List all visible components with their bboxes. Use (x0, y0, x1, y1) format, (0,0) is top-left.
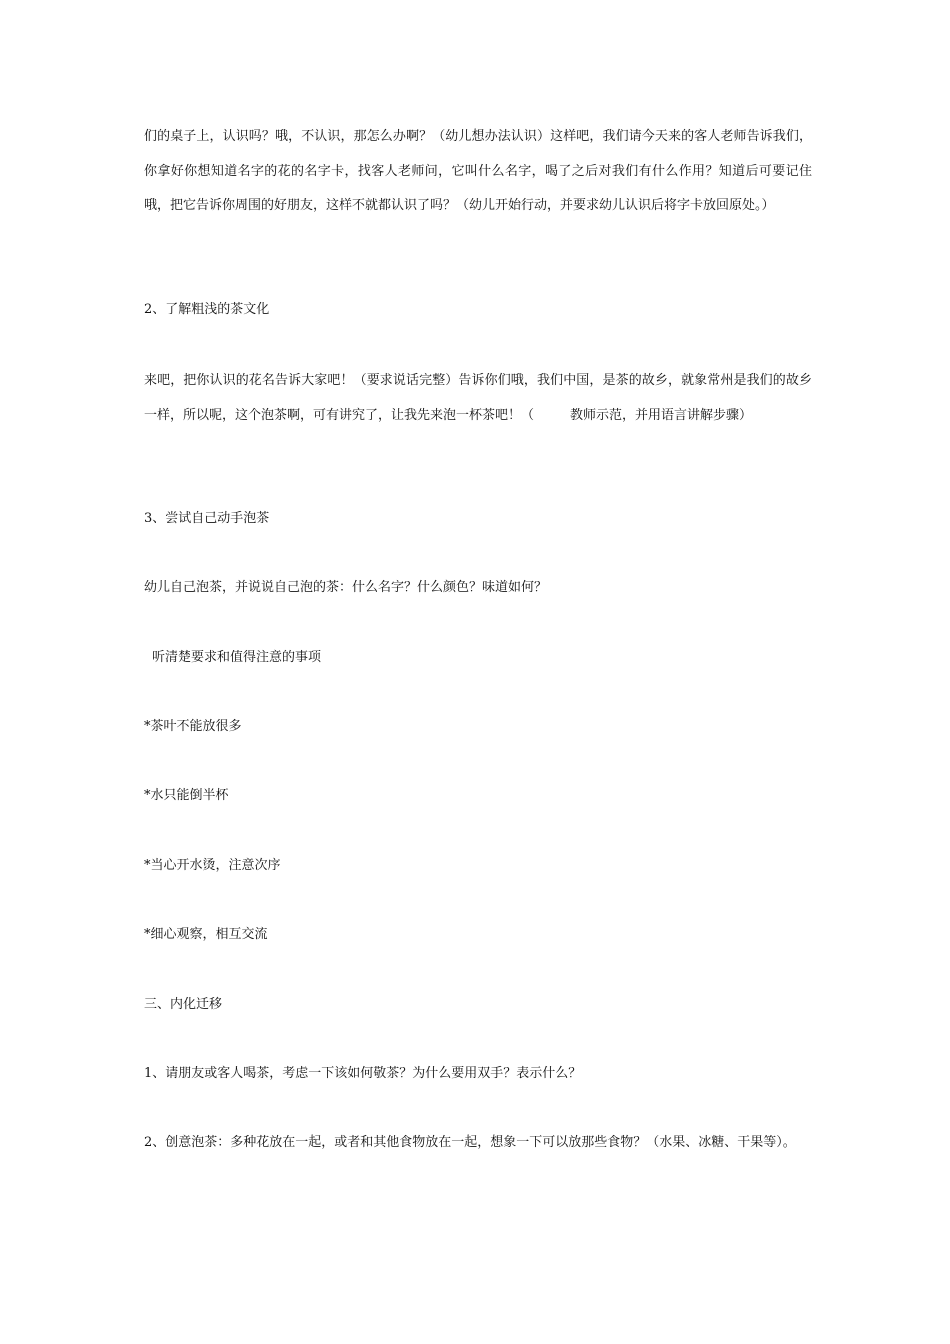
bullet-tea-leaves: *茶叶不能放很多 (144, 719, 242, 734)
bullet-observe: *细心观察，相互交流 (144, 927, 268, 942)
question-creative-tea: 2、创意泡茶：多种花放在一起，或者和其他食物放在一起，想象一下可以放那些食物？（水果、冰糖、干果等）。 (144, 1135, 796, 1150)
section-heading-transfer: 三、内化迁移 (144, 997, 223, 1012)
question-serve-tea: 1、请朋友或客人喝茶，考虑一下该如何敬茶？为什么要用双手？表示什么？ (144, 1066, 582, 1081)
heading-make-tea: 3、尝试自己动手泡茶 (144, 511, 270, 526)
bullet-hot-water: *当心开水烫，注意次序 (144, 858, 281, 873)
paragraph-tea-culture-part2: 教师示范，并用语言讲解步骤） (570, 407, 753, 423)
paragraph-tea-culture (144, 364, 812, 433)
paragraph-flower-cards: 们的桌子上，认识吗？哦，不认识，那怎么办啊？（幼儿想办法认识）这样吧，我们请今天来的客人老师告诉我们，你拿好你想知道名字的花的名字卡，找客人老师问，它叫什么名字，喝了之后对我们有什么作用？知道后可要记住哦，把它告诉你周围的好朋友，这样不就都认识了吗？（幼儿开始行动，并要求幼儿认识后将字卡放回原处。） (144, 129, 812, 213)
paragraph-requirements: 听清楚要求和值得注意的事项 (152, 650, 322, 665)
paragraph-make-tea: 幼儿自己泡茶，并说说自己泡的茶：什么名字？什么颜色？味道如何？ (144, 580, 548, 595)
bullet-half-cup: *水只能倒半杯 (144, 788, 229, 803)
heading-tea-culture: 2、了解粗浅的茶文化 (144, 302, 270, 317)
paragraph-tea-culture-part1: 来吧，把你认识的花名告诉大家吧！（要求说话完整）告诉你们哦，我们中国，是茶的故乡，就象常州是我们的故乡一样，所以呢，这个泡茶啊，可有讲究了，让我先来泡一杯茶吧！（ (144, 373, 812, 423)
